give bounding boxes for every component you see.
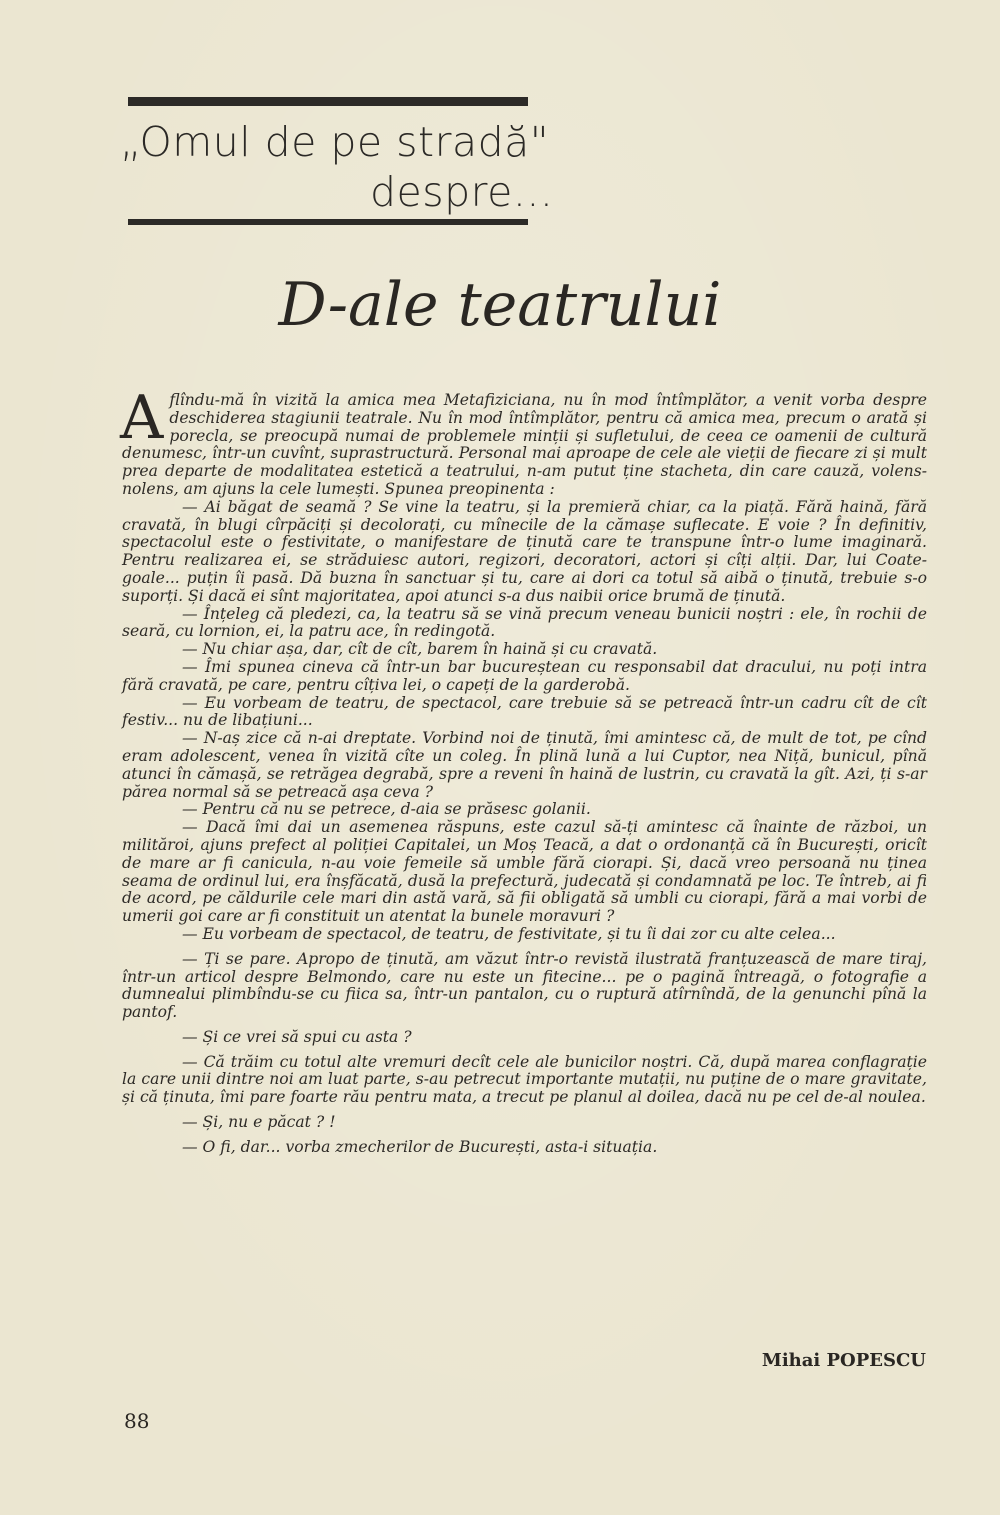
article-paragraph: — Și, nu e păcat ? ! <box>182 1113 336 1132</box>
article-paragraph: — Ai băgat de seamă ? Se vine la teatru, și la premieră chiar, ca la piață. Fără haină, fără cravată, în blugi cîrpăciți și decolorați, cu mînecile de la cămașe suflecate. E voie ? În definitiv, spectacolul este o festivitate, o manifestare de ținută care te transpune într-o lume imaginară. Pentru realizarea ei, se străduiesc autori, regizori, decoratori, actori și cîți alții. Dar, lui Coate-goale... puțin îi pasă. Dă buzna în sanctuar și tu, care ai dori ca totul să aibă o ținută, trebuie s-o suporți. Și dacă ei sînt majoritatea, apoi atunci s-a dus naibii orice brumă de ținută. <box>122 497 927 605</box>
article-paragraph: — Nu chiar așa, dar, cît de cît, barem în haină și cu cravată. <box>182 640 658 659</box>
article-paragraph: — O fi, dar... vorba zmecherilor de București, asta-i situația. <box>182 1137 658 1156</box>
article-paragraph: — Dacă îmi dai un asemenea răspuns, este cazul să-ți amintesc că înainte de război, un milităroi, ajuns prefect al poliției Capitalei, un Moș Teacă, a dat o ordonanță că în București, oricît de mare ar fi canicula, n-au voie femeile să umble fără ciorapi. Și, dacă vreo persoană nu ținea seama de ordinul lui, era înșfăcată, dusă la prefectură, judecată și condamnată pe loc. Te întreb, ai fi de acord, pe căldurile cele mari din astă vară, să fii obligată să umbli cu ciorapi, fără a mai vorbi de umerii goi care ar fi constituit un atentat la bunele moravuri ? <box>122 818 927 926</box>
article-paragraph: — Ți se pare. Apropo de ținută, am văzut într-o revistă ilustrată franțuzească de mare tiraj, într-un articol despre Belmondo, care nu este un fitecine... pe o pagină întreagă, o fotografie a dumnealui plimbîndu-se cu fiica sa, într-un pantalon, cu o ruptură atîrnîndă, de la genunchi pînă la pantof. <box>122 949 927 1022</box>
article-paragraph: — N-aș zice că n-ai dreptate. Vorbind noi de ținută, îmi amintesc că, de mult de tot, pe cînd eram adolescent, venea în vizită cîte un coleg. În plină lună a lui Cuptor, nea Niță, bunicul, pînă atunci în cămașă, se retrăgea degrabă, spre a reveni în haină de lustrin, cu cravată la gît. Azi, ți s-ar părea normal să se petreacă așa ceva ? <box>122 729 927 801</box>
article-body <box>120 383 927 1157</box>
article-paragraph: — Și ce vrei să spui cu asta ? <box>182 1027 412 1046</box>
article-paragraph: — Îmi spunea cineva că într-un bar bucureștean cu responsabil dat dracului, nu poți intra fără cravată, pe care, pentru cîțiva lei, o capeți de la garderobă. <box>122 657 927 694</box>
header-rule-top <box>128 97 528 106</box>
article-paragraph: — Înțeleg că pledezi, ca, la teatru să se vină precum veneau bunicii noștri : ele, în rochii de seară, cu lornion, ei, la patru ace, în redingotă. <box>122 604 927 641</box>
header-rule-bottom <box>128 219 528 225</box>
article-paragraph: — Eu vorbeam de teatru, de spectacol, care trebuie să se petreacă într-un cadru cît de cît festiv... nu de libațiuni... <box>122 693 927 730</box>
article-paragraph: Aflîndu-mă în vizită la amica mea Metafiziciana, nu în mod întîmplător, a venit vorba despre deschiderea stagiunii teatrale. Nu în mod întîmplător, pentru că amica mea, precum o arată și porecla, se preocupă numai de problemele minții și sufletului, de ceea ce oamenii de cultură denumesc, într-un cuvînt, suprastructură. Personal mai aproape de cele ale vieții de fiecare zi și mult prea departe de modalitatea estetică a teatrului, n-am putut ține stacheta, din care cauză, volens-nolens, am ajuns la cele lumești. Spunea preopinenta : <box>120 383 927 498</box>
article-author: Mihai POPESCU <box>761 1350 926 1371</box>
page-number: 88 <box>124 1409 150 1433</box>
article-paragraph: — Pentru că nu se petrece, d-aia se prăsesc golanii. <box>182 800 591 819</box>
column-title-line-1: „Omul de pe stradă" <box>120 118 550 166</box>
article-title: D-ale teatrului <box>278 270 722 340</box>
article-paragraph: — Eu vorbeam de spectacol, de teatru, de festivitate, și tu îi dai zor cu alte celea... <box>182 924 836 943</box>
column-title-line-2: despre... <box>370 168 554 216</box>
article-paragraph: — Că trăim cu totul alte vremuri decît cele ale bunicilor noștri. Că, după marea conflagrație la care unii dintre noi am luat parte, s-au petrecut importante mutații, nu puține de o mare gravitate, și că ținuta, îmi pare foarte rău pentru mata, a trecut pe planul al doilea, dacă nu pe cel de-al noulea. <box>122 1052 927 1107</box>
